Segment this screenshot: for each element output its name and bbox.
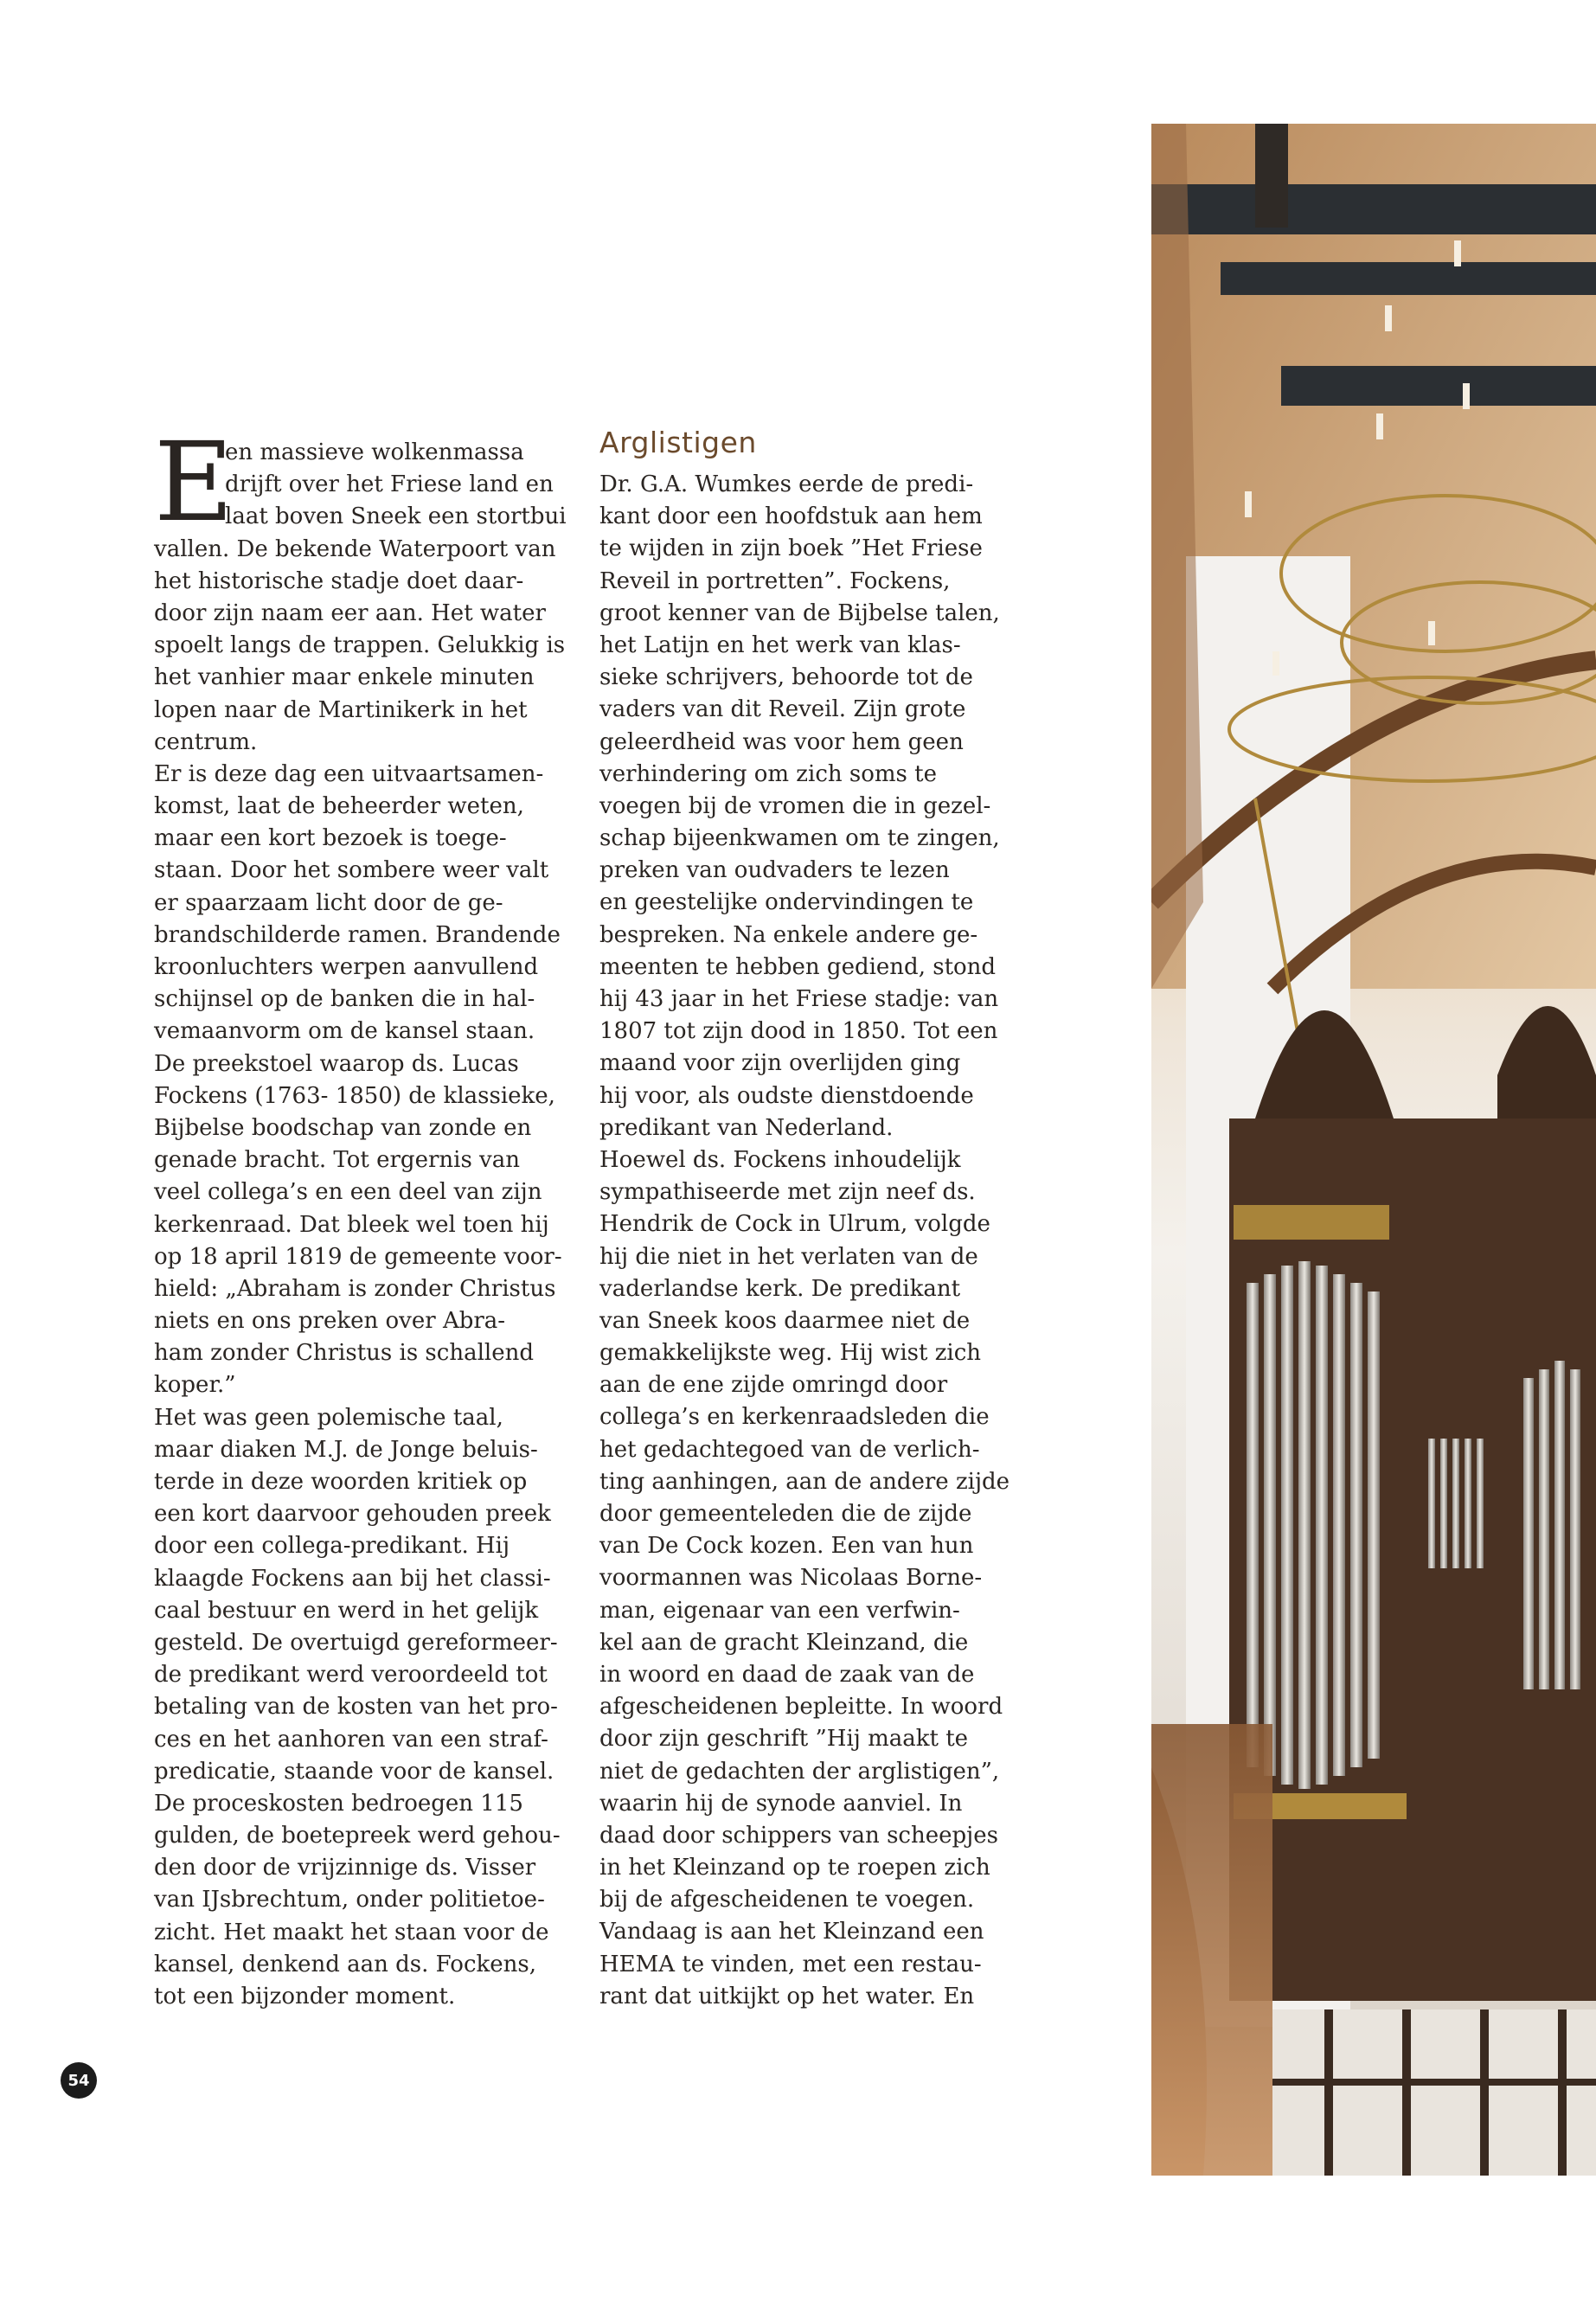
text-line: drijft over het Friese land en: [225, 471, 554, 498]
text-line: genade bracht. Tot ergernis van: [154, 1147, 520, 1174]
text-line: caal bestuur en werd in het gelijk: [154, 1597, 539, 1624]
text-line: waarin hij de synode aanviel. In: [599, 1790, 963, 1817]
text-line: sieke schrijvers, behoorde tot de: [599, 664, 973, 691]
text-line: meenten te hebben gediend, stond: [599, 953, 997, 980]
article-column-1: [154, 419, 586, 2013]
text-line: ting aanhingen, aan de andere zijde: [599, 1468, 1010, 1495]
text-line: maar diaken M.J. de Jonge beluis-: [154, 1436, 538, 1463]
text-line: vaderlandse kerk. De predikant: [599, 1275, 961, 1302]
text-line: gulden, de boetepreek werd gehou-: [154, 1823, 561, 1849]
section-heading: Arglistigen: [599, 426, 757, 459]
text-line: preken van oudvaders te lezen: [599, 857, 950, 884]
text-line: hij voor, als oudste dienstdoende: [599, 1082, 974, 1109]
text-line: niet de gedachten der arglistigen”,: [599, 1758, 1000, 1785]
text-line: geleerdheid was voor hem geen: [599, 728, 964, 755]
text-line: kroonluchters werpen aanvullend: [154, 954, 539, 980]
text-line: veel collega’s en een deel van zijn: [154, 1179, 542, 1206]
text-line: de predikant werd veroordeeld tot: [154, 1662, 548, 1689]
text-line: voormannen was Nicolaas Borne-: [599, 1565, 983, 1592]
text-line: Het was geen polemische taal,: [154, 1404, 503, 1431]
text-line: voegen bij de vromen die in gezel-: [599, 792, 991, 819]
text-line: schap bijeenkwamen om te zingen,: [599, 825, 1000, 852]
church-organ-photo: [1151, 124, 1596, 2176]
text-line: brandschilderde ramen. Brandende: [154, 921, 561, 948]
text-line: Hoewel ds. Fockens inhoudelijk: [599, 1146, 961, 1173]
text-line: het Latijn en het werk van klas-: [599, 631, 961, 658]
text-line: door zijn naam eer aan. Het water: [154, 599, 546, 626]
text-line: spoelt langs de trappen. Gelukkig is: [154, 632, 566, 659]
text-line: Reveil in portretten”. Fockens,: [599, 567, 951, 594]
text-line: groot kenner van de Bijbelse talen,: [599, 599, 1000, 626]
text-line: vallen. De bekende Waterpoort van: [154, 535, 556, 562]
text-line: maand voor zijn overlijden ging: [599, 1050, 961, 1077]
text-line: bij de afgescheidenen te voegen.: [599, 1887, 975, 1913]
text-line: op 18 april 1819 de gemeente voor-: [154, 1243, 562, 1270]
text-line: centrum.: [154, 728, 258, 755]
text-line: een kort daarvoor gehouden preek: [154, 1501, 551, 1528]
text-line: sympathiseerde met zijn neef ds.: [599, 1179, 976, 1206]
text-line: Hendrik de Cock in Ulrum, volgde: [599, 1211, 990, 1238]
text-line: De proceskosten bedroegen 115: [154, 1790, 523, 1817]
text-line: gemakkelijkste weg. Hij wist zich: [599, 1340, 982, 1367]
text-line: tot een bijzonder moment.: [154, 1984, 456, 2009]
text-line: komst, laat de beheerder weten,: [154, 793, 524, 820]
text-line: en massieve wolkenmassa: [225, 439, 524, 465]
text-line: afgescheidenen bepleitte. In woord: [599, 1694, 1003, 1721]
text-line: van De Cock kozen. Een van hun: [599, 1533, 974, 1560]
text-line: hij 43 jaar in het Friese stadje: van: [599, 986, 999, 1012]
text-line: het vanhier maar enkele minuten: [154, 664, 535, 691]
text-line: HEMA te vinden, met een restau-: [599, 1951, 982, 1977]
text-line: door gemeenteleden die de zijde: [599, 1501, 972, 1527]
text-line: aan de ene zijde omringd door: [599, 1372, 948, 1399]
text-line: laat boven Sneek een stortbui: [225, 503, 567, 530]
text-line: Fockens (1763- 1850) de klassieke,: [154, 1082, 555, 1109]
text-line: koper.”: [154, 1372, 236, 1399]
text-line: zicht. Het maakt het staan voor de: [154, 1919, 549, 1945]
text-line: predikant van Nederland.: [599, 1114, 894, 1141]
text-line: betaling van de kosten van het pro-: [154, 1694, 558, 1721]
page-number-badge: 54: [61, 2062, 97, 2099]
text-line: hij die niet in het verlaten van de: [599, 1243, 978, 1270]
text-line: schijnsel op de banken die in hal-: [154, 986, 535, 1013]
text-line: kansel, denkend aan ds. Fockens,: [154, 1951, 536, 1977]
text-line: kant door een hoofdstuk aan hem: [599, 503, 983, 530]
article-column-2: [599, 469, 1032, 2013]
text-line: het historische stadje doet daar-: [154, 567, 524, 594]
text-line: gesteld. De overtuigd gereformeer-: [154, 1629, 558, 1656]
text-line: lopen naar de Martinikerk in het: [154, 696, 528, 723]
text-line: er spaarzaam licht door de ge-: [154, 889, 503, 916]
text-line: De preekstoel waarop ds. Lucas: [154, 1050, 519, 1077]
text-line: in het Kleinzand op te roepen zich: [599, 1855, 990, 1881]
text-line: den door de vrijzinnige ds. Visser: [154, 1855, 536, 1881]
text-line: maar een kort bezoek is toege-: [154, 825, 507, 852]
text-line: ces en het aanhoren van een straf-: [154, 1726, 548, 1753]
text-line: klaagde Fockens aan bij het classi-: [154, 1565, 551, 1592]
text-line: en geestelijke ondervindingen te: [599, 889, 974, 916]
text-line: daad door schippers van scheepjes: [599, 1822, 998, 1849]
text-line: Dr. G.A. Wumkes eerde de predi-: [599, 471, 974, 497]
text-line: rant dat uitkijkt op het water. En: [599, 1983, 975, 2009]
text-line: collega’s en kerkenraadsleden die: [599, 1404, 990, 1431]
text-line: vemaanvorm om de kansel staan.: [154, 1018, 535, 1045]
text-line: Er is deze dag een uitvaartsamen-: [154, 760, 544, 787]
text-line: van Sneek koos daarmee niet de: [599, 1307, 971, 1334]
text-line: het gedachtegoed van de verlich-: [599, 1436, 980, 1463]
text-line: hield: „Abraham is zonder Christus: [154, 1275, 556, 1302]
text-line: Bijbelse boodschap van zonde en: [154, 1114, 532, 1141]
text-line: staan. Door het sombere weer valt: [154, 857, 549, 884]
text-line: kel aan de gracht Kleinzand, die: [599, 1629, 969, 1656]
text-line: man, eigenaar van een verfwin-: [599, 1597, 960, 1624]
text-line: Vandaag is aan het Kleinzand een: [599, 1919, 984, 1945]
text-line: door zijn geschrift ”Hij maakt te: [599, 1726, 969, 1753]
text-line: niets en ons preken over Abra-: [154, 1308, 506, 1335]
text-line: te wijden in zijn boek ”Het Friese: [599, 535, 983, 562]
text-line: predicatie, staande voor de kansel.: [154, 1758, 554, 1785]
text-line: 1807 tot zijn dood in 1850. Tot een: [599, 1018, 998, 1045]
text-line: kerkenraad. Dat bleek wel toen hij: [154, 1211, 549, 1238]
text-line: terde in deze woorden kritiek op: [154, 1469, 528, 1495]
text-line: bespreken. Na enkele andere ge-: [599, 921, 978, 948]
text-line: vaders van dit Reveil. Zijn grote: [599, 696, 966, 723]
text-line: door een collega-predikant. Hij: [154, 1533, 510, 1560]
text-line: verhindering om zich soms te: [599, 760, 937, 787]
text-line: van IJsbrechtum, onder politietoe-: [154, 1887, 545, 1913]
text-line: in woord en daad de zaak van de: [599, 1661, 975, 1688]
drop-cap: E: [154, 419, 234, 546]
text-line: ham zonder Christus is schallend: [154, 1340, 534, 1367]
